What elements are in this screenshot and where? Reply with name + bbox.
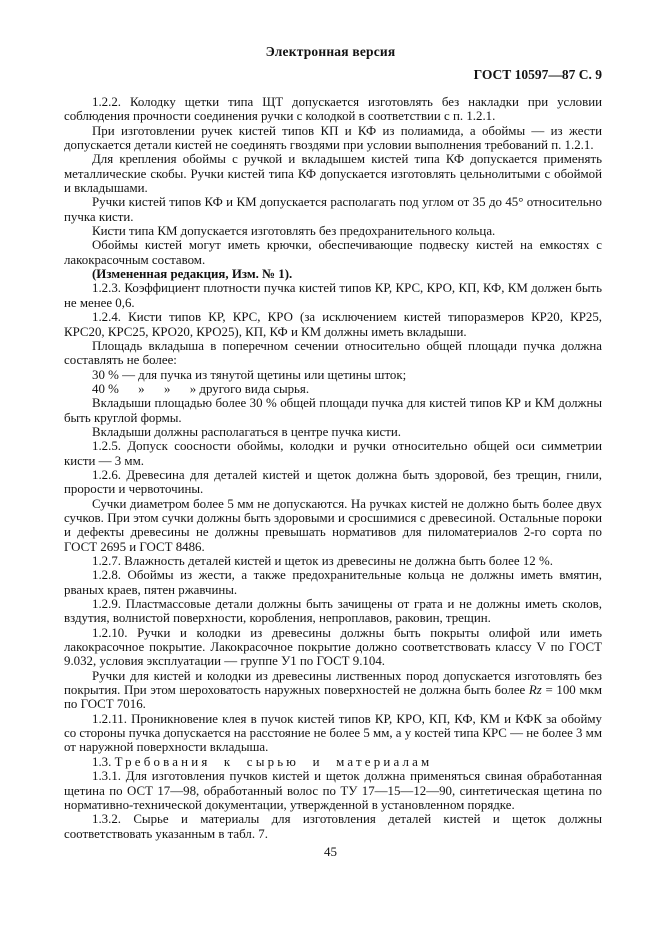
list-item-40-percent: 40 % » » » другого вида сырья. (92, 381, 310, 396)
rz-pre-text: Ручки для кистей и колодки из древесины лиственных пород допускается изготовлять без покрытия. При этом шероховатость наружных поверхностей не должна быть более (64, 668, 602, 698)
clause-1-3-2: 1.3.2. Сырье и материалы для изготовления деталей кистей и щеток должны соответствовать указанным в табл. 7. (64, 812, 602, 841)
header-watermark: Электронная версия (265, 44, 396, 59)
rz-post-text: = 100 мкм по ГОСТ 7016. (64, 683, 602, 712)
clause-1-2-10-para-2 (64, 669, 602, 712)
clause-1-2-6-para-2: Сучки диаметром более 5 мм не допускаются. На ручках кистей не должно быть более двух сучков. При этом сучки должны быть здоровыми и сросшимися с древесиной. Остальные пороки и дефекты древесины не должны превышать нормативов для пиломатериалов 2-го сорта по ГОСТ 2695 и ГОСТ 8486. (64, 496, 602, 554)
clause-1-2-2-para-6: Обоймы кистей могут иметь крючки, обеспечивающие подвеску кистей на емкостях с лакокрасочным составом. (64, 238, 602, 267)
list-item-30-percent: 30 % — для пучка из тянутой щетины или щетины шток; (92, 367, 407, 382)
clause-1-2-2-para-3: Для крепления обоймы с ручкой и вкладышем кистей типа КФ допускается применять металлические скобы. Ручки кистей типа КФ допускается изготовлять цельнолитыми с обоймой и вкладышами. (64, 152, 602, 196)
clause-1-2-2-para-4: Ручки кистей типов КФ и КМ допускается располагать под углом от 35 до 45° относительно пучка кисти. (64, 195, 602, 224)
clause-1-2-2-para-2: При изготовлении ручек кистей типов КП и КФ из полиамида, а обоймы — из жести допускается детали кистей не соединять гвоздями при условии выполнения требований п. 1.2.1. (64, 123, 602, 153)
clause-1-2-4-para-4: Вкладыши должны располагаться в центре пучка кисти. (92, 424, 401, 439)
clause-1-2-7: 1.2.7. Влажность деталей кистей и щеток из древесины не должна быть более 12 %. (92, 554, 553, 568)
document-body (64, 95, 602, 841)
clause-1-2-2: 1.2.2. Колодку щетки типа ЩТ допускается изготовлять без накладки при условии соблюдения прочности соединения ручки с колодкой в соответствии с п. 1.2.1. (64, 95, 602, 124)
section-number: 1.3. (92, 754, 112, 769)
clause-1-2-4-para-3: Вкладыши площадью более 30 % общей площади пучка для кистей типов КР и КМ должны быть круглой формы. (64, 396, 602, 425)
clause-1-2-6: 1.2.6. Древесина для деталей кистей и щеток должна быть здоровой, без трещин, гнили, прорости и червоточины. (64, 467, 602, 497)
clause-1-2-10: 1.2.10. Ручки и колодки из древесины должны быть покрыты олифой или иметь лакокрасочное покрытие. Лакокрасочное покрытие должно соответствовать классу V по ГОСТ 9.032, условия эксплуатации — группе У1 по ГОСТ 9.104. (64, 625, 602, 669)
doc-reference: ГОСТ 10597—87 С. 9 (473, 67, 602, 82)
clause-1-2-11: 1.2.11. Проникновение клея в пучок кистей типов КР, КРО, КП, КФ, КМ и КФК за обойму со стороны пучка допускается на расстояние не более 5 мм, а у костей типа КРС — не более 3 мм от наружной поверхности вкладыша. (64, 711, 602, 755)
clause-1-2-2-para-5: Кисти типа КМ допускается изготовлять без предохранительного кольца. (92, 224, 496, 239)
clause-1-2-5: 1.2.5. Допуск соосности обоймы, колодки и ручки относительно общей оси симметрии кисти — 3 мм. (64, 439, 602, 468)
rz-symbol: Rz (528, 683, 542, 698)
amendment-note: (Измененная редакция, Изм. № 1). (92, 267, 293, 282)
section-title: Требования к сырью и материалам (114, 754, 433, 769)
clause-1-2-3: 1.2.3. Коэффициент плотности пучка кистей типов КР, КРС, КРО, КП, КФ, КМ должен быть не менее 0,6. (64, 281, 602, 310)
clause-1-2-8: 1.2.8. Обоймы из жести, а также предохранительные кольца не должны иметь вмятин, рваных краев, пятен ржавчины. (64, 568, 602, 597)
clause-1-2-4: 1.2.4. Кисти типов КР, КРС, КРО (за исключением кистей типоразмеров КР20, КР25, КРС20, КРС25, КРО20, КРО25), КП, КФ и КМ должны иметь вкладыши. (64, 310, 602, 339)
section-heading-1-3 (64, 755, 602, 769)
clause-1-2-4-para-2: Площадь вкладыша в поперечном сечении относительно общей площади пучка должна составлять не более: (64, 338, 602, 368)
clause-1-2-9: 1.2.9. Пластмассовые детали должны быть зачищены от грата и не должны иметь сколов, вздутия, волнистой поверхности, коробления, непроплавов, раковин, трещин. (64, 597, 602, 626)
clause-1-3-1: 1.3.1. Для изготовления пучков кистей и щеток должна применяться свиная обработанная щетина по ОСТ 17—98, обработанный волос по ТУ 17—15—12—90, синтетическая щетина по нормативно-технической документации, утвержденной в установленном порядке. (64, 769, 602, 812)
page-number: 45 (324, 844, 337, 859)
